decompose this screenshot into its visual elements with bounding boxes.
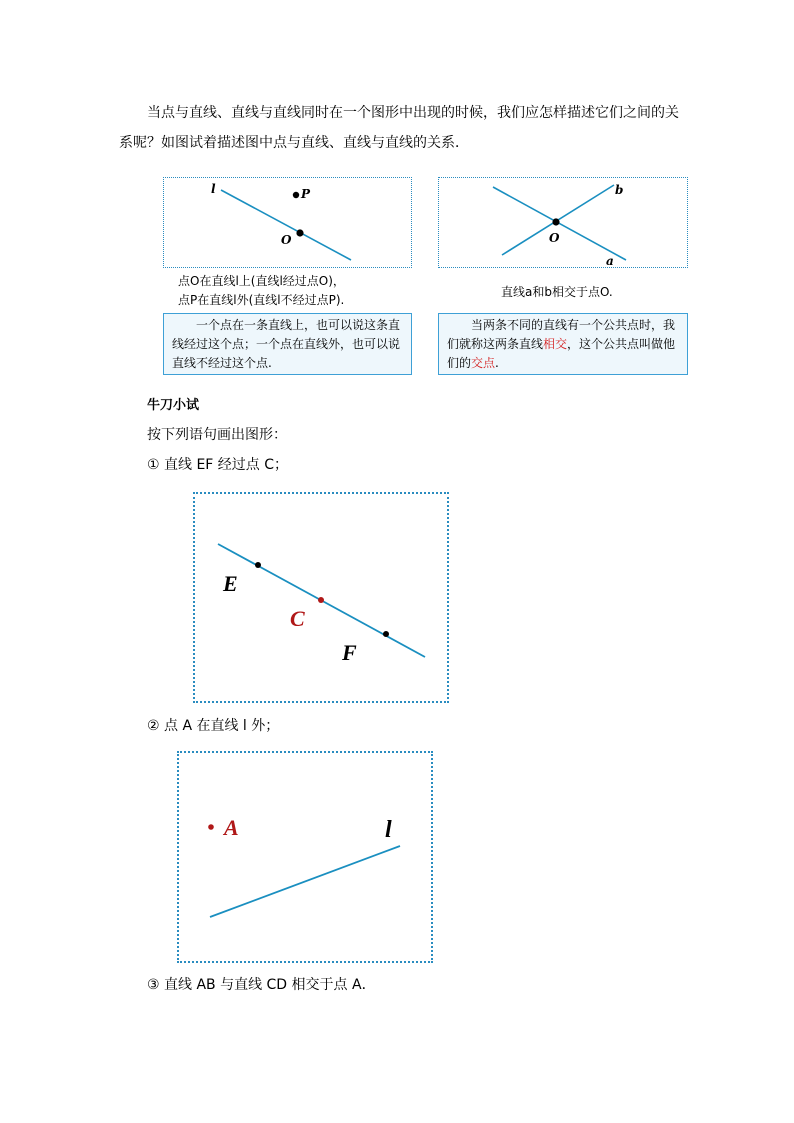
intro-line-2: 系呢？如图试着描述图中点与直线、直线与直线的关系． (119, 135, 469, 151)
point-E (255, 562, 261, 568)
figure-intersecting-lines (438, 177, 688, 268)
note-box-left (163, 313, 412, 375)
point-P (293, 192, 299, 198)
label-A: A (224, 815, 239, 840)
line-l-ex2 (210, 846, 400, 917)
note-right-highlight-intersect: 相交 (543, 337, 568, 351)
label-a: a (606, 254, 614, 268)
exercise-2-figure (177, 751, 433, 963)
note-right-text-1: 当两条不同的直线有一个公共点时，我们就称这两条直线 (447, 318, 676, 351)
point-C (318, 597, 324, 603)
note-box-right (438, 313, 688, 375)
exercise-2-text: ② 点 A 在直线 l 外； (147, 718, 280, 734)
note-right-highlight-point: 交点 (471, 356, 496, 370)
figure-point-line (163, 177, 412, 268)
label-F: F (342, 640, 357, 665)
point-O (296, 229, 303, 236)
figure-left-caption-1: 点O在直线l上(直线l经过点O)， (178, 274, 345, 288)
figure-intersecting-lines-svg (439, 178, 689, 269)
point-O-intersection (552, 218, 559, 225)
section-instruction: 按下列语句画出图形： (147, 427, 287, 443)
label-C: C (290, 606, 305, 631)
exercise-2-svg (179, 753, 435, 965)
exercise-1-svg (195, 494, 451, 705)
label-P: P (301, 187, 311, 201)
intro-line-1: 当点与直线、直线与直线同时在一个图形中出现的时候，我们应怎样描述它们之间的关 (147, 105, 679, 121)
label-E: E (223, 571, 238, 596)
note-left-text: 一个点在一条直线上，也可以说这条直线经过这个点；一个点在直线外，也可以说直线不经过这个点. (172, 318, 401, 370)
label-l: l (211, 182, 216, 196)
exercise-1-text: ① 直线 EF 经过点 C； (147, 457, 289, 473)
label-b: b (615, 183, 624, 197)
note-right-text-3: . (495, 356, 499, 370)
label-O: O (281, 233, 292, 247)
figure-left-caption-2: 点P在直线l外(直线l不经过点P). (178, 293, 345, 307)
exercise-3-text: ③ 直线 AB 与直线 CD 相交于点 A． (147, 977, 376, 993)
point-F (383, 631, 389, 637)
figure-right-caption: 直线a和b相交于点O. (501, 285, 613, 299)
note-right-text-2: ，这个公共点叫做他们的 (447, 337, 676, 370)
label-O-right: O (549, 231, 560, 245)
label-l-ex2: l (385, 817, 392, 843)
figure-point-line-svg (164, 178, 413, 269)
section-title: 牛刀小试 (147, 398, 200, 413)
point-A (208, 824, 214, 830)
exercise-1-figure (193, 492, 449, 703)
line-l (221, 190, 351, 260)
